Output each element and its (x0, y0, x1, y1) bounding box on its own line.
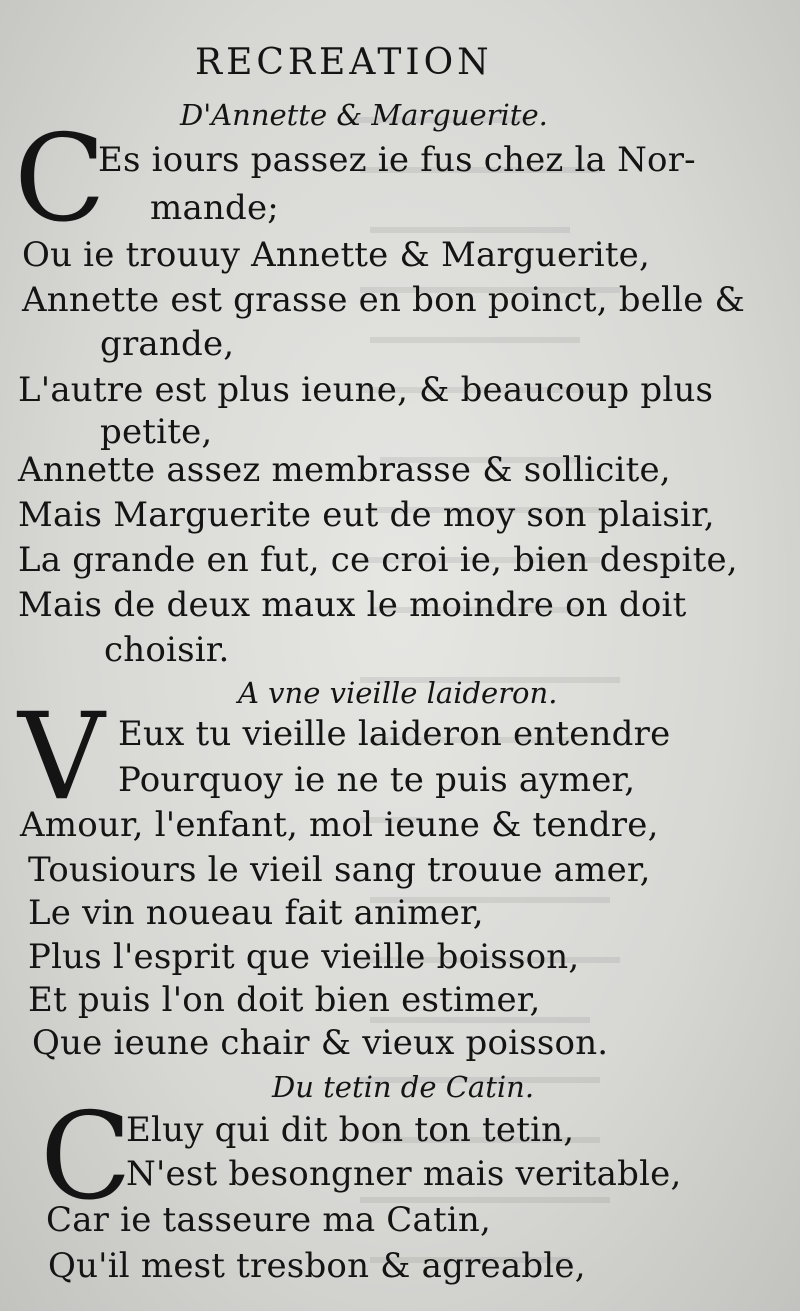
poem-3-line: N'est besongner mais veritable, (126, 1154, 682, 1194)
drop-cap-v: V (18, 688, 105, 827)
poem-2-line: Plus l'esprit que vieille boisson, (28, 937, 580, 977)
poem-2-heading: A vne vieille laideron. (238, 676, 558, 710)
poem-1-line: Mais Marguerite eut de moy son plaisir, (18, 495, 715, 535)
poem-3-line: Qu'il mest tresbon & agreable, (48, 1246, 586, 1286)
poem-2-line: Eux tu vieille laideron entendre (118, 714, 671, 754)
poem-1-line: grande, (100, 324, 235, 364)
poem-2-line: Amour, l'enfant, mol ieune & tendre, (20, 805, 659, 845)
poem-2-line: Pourquoy ie ne te puis aymer, (118, 760, 636, 800)
page-title: RECREATION (195, 42, 493, 83)
poem-1-line: Annette est grasse en bon poinct, belle & (22, 280, 745, 320)
poem-1-line: Mais de deux maux le moindre on doit (18, 585, 687, 625)
poem-1-line: choisir. (104, 630, 230, 670)
drop-cap-c: C (40, 1088, 132, 1227)
poem-3-heading: Du tetin de Catin. (272, 1070, 535, 1104)
poem-2-line: Tousiours le vieil sang trouue amer, (28, 850, 651, 890)
poem-1-heading: D'Annette & Marguerite. (180, 98, 548, 132)
poem-3-line: Car ie tasseure ma Catin, (46, 1200, 492, 1240)
poem-2-line: Le vin noueau fait animer, (28, 893, 484, 933)
poem-1-line: petite, (100, 412, 213, 452)
poem-3-line: Eluy qui dit bon ton tetin, (126, 1110, 575, 1150)
poem-1-line: Es iours passez ie fus chez la Nor- (98, 140, 696, 180)
poem-2-line: Et puis l'on doit bien estimer, (28, 980, 541, 1020)
poem-2-line: Que ieune chair & vieux poisson. (32, 1023, 609, 1063)
poem-1-line: Ou ie trouuy Annette & Marguerite, (22, 235, 651, 275)
poem-1-line: mande; (150, 188, 279, 228)
poem-1-line: La grande en fut, ce croi ie, bien despite, (18, 540, 738, 580)
drop-cap-c: C (14, 110, 106, 249)
poem-1-line: L'autre est plus ieune, & beaucoup plus (18, 370, 714, 410)
poem-1-line: Annette assez membrasse & sollicite, (18, 450, 671, 490)
